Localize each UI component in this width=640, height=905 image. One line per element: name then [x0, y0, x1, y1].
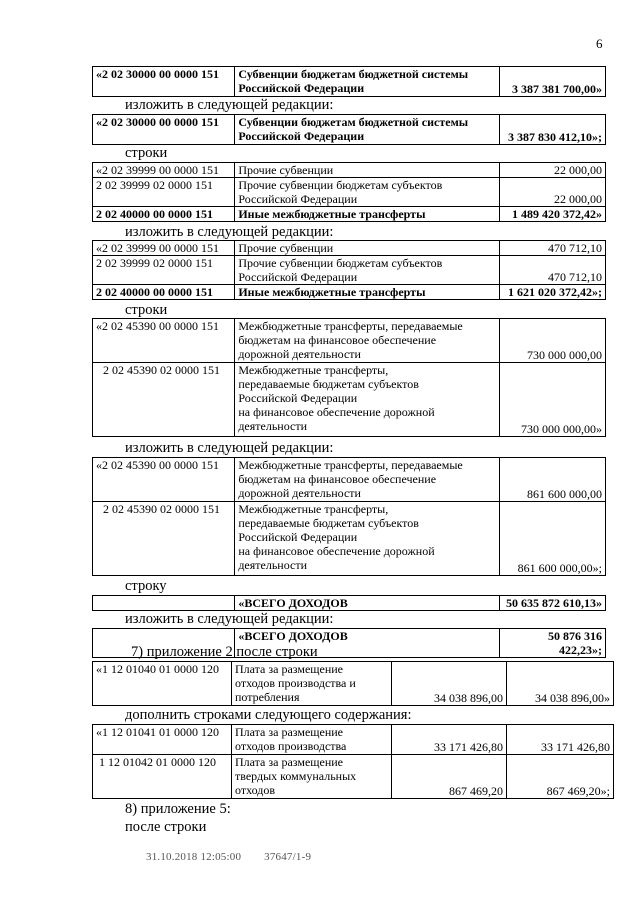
- name-cell: Плата за размещение отходов производства: [232, 725, 392, 755]
- table-row: [93, 67, 606, 97]
- code-cell: 2 02 39999 02 0000 151: [93, 178, 235, 207]
- amount-cell: 22 000,00: [499, 178, 606, 207]
- page-number: 6: [596, 36, 603, 51]
- table-row: [93, 241, 606, 256]
- table-row: [93, 163, 606, 178]
- footer-doc-id: 37647/1-9: [264, 851, 312, 863]
- table-row: [93, 285, 606, 300]
- code-cell: 2 02 40000 00 0000 151: [93, 285, 235, 300]
- table-total-old: [92, 595, 606, 611]
- code-cell: [93, 596, 235, 611]
- code-cell: 2 02 45390 02 0000 151: [93, 363, 235, 437]
- instruction-text: изложить в следующей редакции:: [125, 440, 334, 456]
- instruction-text: изложить в следующей редакции:: [125, 224, 334, 240]
- table-row: [93, 755, 614, 799]
- amount-cell: 730 000 000,00: [499, 319, 606, 363]
- amount-cell: 1 489 420 372,42»: [499, 207, 606, 222]
- code-cell: «2 02 45390 00 0000 151: [93, 458, 235, 502]
- table-subventions-new: [92, 114, 606, 145]
- section-heading: 7) приложение 2 после строки: [131, 644, 318, 660]
- amount-cell: 50 876 316 422,23»;: [499, 629, 606, 658]
- instruction-text: после строки: [125, 819, 207, 835]
- name-cell: Межбюджетные трансферты, передаваемые бюджетам на финансовое обеспечение дорожной деятельности: [235, 458, 499, 502]
- amount-cell: 1 621 020 372,42»;: [499, 285, 606, 300]
- table-row: [93, 256, 606, 285]
- code-cell: 2 02 39999 02 0000 151: [93, 256, 235, 285]
- amount2-cell: 33 171 426,80: [507, 725, 614, 755]
- code-cell: «1 12 01040 01 0000 120: [93, 662, 232, 706]
- name-cell: Плата за размещение отходов производства и потребления: [232, 662, 392, 706]
- footer-datetime: 31.10.2018 12:05:00: [146, 851, 242, 863]
- name-cell: «ВСЕГО ДОХОДОВ: [235, 596, 499, 611]
- table-row: [93, 178, 606, 207]
- instruction-text: изложить в следующей редакции:: [125, 97, 334, 113]
- name-cell: Иные межбюджетные трансферты: [235, 285, 499, 300]
- table-row: [93, 207, 606, 222]
- name-cell: Плата за размещение твердых коммунальных отходов: [232, 755, 392, 799]
- code-cell: «2 02 30000 00 0000 151: [93, 67, 235, 97]
- code-cell: 2 02 45390 02 0000 151: [93, 502, 235, 576]
- table-row: [93, 363, 606, 437]
- instruction-text: строку: [125, 578, 167, 594]
- instruction-text: строки: [125, 145, 168, 161]
- name-cell: Межбюджетные трансферты, передаваемые бюджетам субъектов Российской Федерации на финансовое обеспечение дорожной деятельности: [235, 363, 499, 437]
- instruction-text: дополнить строками следующего содержания:: [125, 707, 412, 723]
- table-waste-fee-old: [92, 661, 614, 706]
- table-subventions-old: [92, 66, 606, 97]
- amount1-cell: 867 469,20: [392, 755, 507, 799]
- code-cell: 2 02 40000 00 0000 151: [93, 207, 235, 222]
- section-heading: 8) приложение 5:: [125, 801, 231, 817]
- table-other-subventions-new: [92, 240, 606, 300]
- amount-cell: 861 600 000,00: [499, 458, 606, 502]
- amount1-cell: 34 038 896,00: [392, 662, 507, 706]
- table-road-transfers-old: [92, 318, 606, 437]
- amount-cell: 730 000 000,00»: [499, 363, 606, 437]
- code-cell: «2 02 39999 00 0000 151: [93, 241, 235, 256]
- table-row: [93, 502, 606, 576]
- code-cell: «2 02 39999 00 0000 151: [93, 163, 235, 178]
- amount-cell: 3 387 830 412,10»;: [499, 115, 606, 145]
- name-cell: Межбюджетные трансферты, передаваемые бюджетам на финансовое обеспечение дорожной деятельности: [235, 319, 499, 363]
- amount-cell: 470 712,10: [499, 241, 606, 256]
- table-row: [93, 725, 614, 755]
- table-other-subventions-old: [92, 162, 606, 222]
- amount-cell: 3 387 381 700,00»: [499, 67, 606, 97]
- code-cell: «2 02 45390 00 0000 151: [93, 319, 235, 363]
- name-cell: «ВСЕГО ДОХОДОВ: [235, 629, 499, 658]
- amount1-cell: 33 171 426,80: [392, 725, 507, 755]
- name-cell: Прочие субвенции бюджетам субъектов Российской Федерации: [235, 256, 499, 285]
- name-cell: Прочие субвенции: [235, 163, 499, 178]
- instruction-text: изложить в следующей редакции:: [125, 611, 334, 627]
- amount-cell: 50 635 872 610,13»: [499, 596, 606, 611]
- table-waste-fee-new: [92, 724, 614, 799]
- name-cell: Прочие субвенции бюджетам субъектов Российской Федерации: [235, 178, 499, 207]
- name-cell: Прочие субвенции: [235, 241, 499, 256]
- code-cell: «2 02 30000 00 0000 151: [93, 115, 235, 145]
- instruction-text: строки: [125, 302, 168, 318]
- table-row: [93, 662, 614, 706]
- table-row: [93, 596, 606, 611]
- name-cell: Субвенции бюджетам бюджетной системы Российской Федерации: [235, 67, 499, 97]
- amount-cell: 22 000,00: [499, 163, 606, 178]
- amount-cell: 861 600 000,00»;: [499, 502, 606, 576]
- amount2-cell: 34 038 896,00»: [507, 662, 614, 706]
- name-cell: Субвенции бюджетам бюджетной системы Российской Федерации: [235, 115, 499, 145]
- table-row: [93, 458, 606, 502]
- document-footer: [146, 851, 331, 863]
- table-row: [93, 115, 606, 145]
- code-cell: 1 12 01042 01 0000 120: [93, 755, 232, 799]
- code-cell: «1 12 01041 01 0000 120: [93, 725, 232, 755]
- name-cell: Межбюджетные трансферты, передаваемые бюджетам субъектов Российской Федерации на финансовое обеспечение дорожной деятельности: [235, 502, 499, 576]
- table-road-transfers-new: [92, 457, 606, 576]
- amount-cell: 470 712,10: [499, 256, 606, 285]
- name-cell: Иные межбюджетные трансферты: [235, 207, 499, 222]
- table-row: [93, 319, 606, 363]
- amount2-cell: 867 469,20»;: [507, 755, 614, 799]
